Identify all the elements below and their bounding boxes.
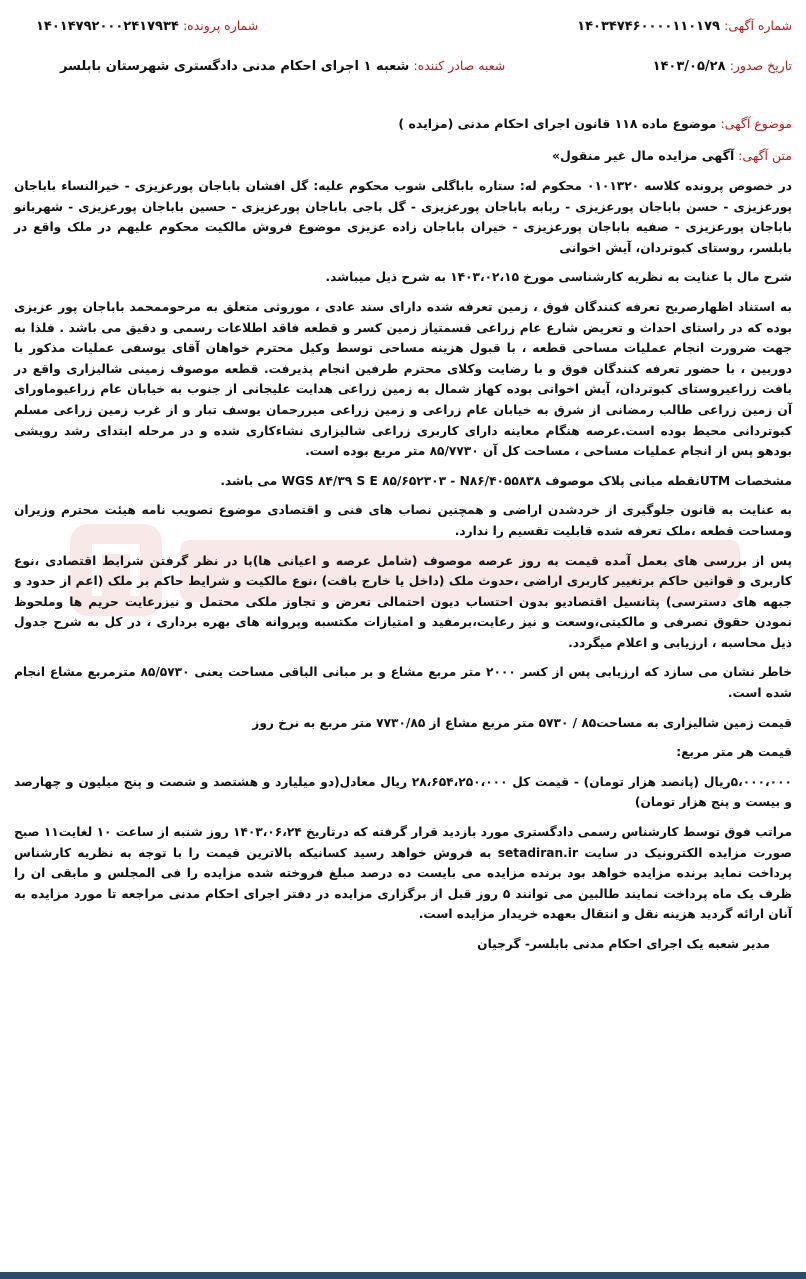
- subject-row: [14, 110, 792, 138]
- paragraph-utm: [14, 471, 792, 492]
- ad-number-field: [577, 18, 792, 34]
- paragraph-unit-price-label: قیمت هر متر مربع:: [676, 745, 792, 760]
- paragraph-appraisal-date: شرح مال با عنایت به نظریه کارشناسی مورخ ۱۴۰۳،۰۲،۱۵ به شرح ذیل میباشد.: [325, 270, 792, 285]
- header-row-2: [14, 58, 792, 88]
- ad-number: ۱۴۰۳۴۷۴۶۰۰۰۰۱۱۰۱۷۹: [577, 19, 720, 34]
- text-title: آگهی مزایده مال غیر منقول»: [551, 148, 735, 163]
- text-label: متن آگهی:: [738, 148, 792, 163]
- ad-number-label: شماره آگهی:: [724, 18, 792, 33]
- case-number-field: [36, 18, 258, 34]
- issuer-label: شعبه صادر کننده:: [413, 58, 506, 73]
- paragraph-case: در خصوص پرونده کلاسه ۰۱۰۱۳۲۰ محکوم له: ستاره باباگلی شوب محکوم علیه: گل افشان باباجان پورعزیزی - خیرالنساء باباجان پورعزیزی - حسن باباجان پورعزیزی - ربابه باباجان پورعزیزی - گل باجی باباجان پورعزیزی - حسین باباجان پورعزیزی - شهربانو باباجان پورعزیزی - صفیه باباجان پورعزیزی - خیران باباجان زاده عزیزی موضوع فروش مالکیت محکوم علیهم در ملک واقع در بابلسر، روستای کبوتردان، آیش اخوانی: [14, 179, 792, 255]
- issue-date: ۱۴۰۳/۰۵/۲۸: [652, 59, 726, 74]
- auction-terms-part2: به فروش خواهد رسید کسانیکه بالاترین قیمت را با توجه به نظریه کارشناس پرداخت نماید برنده مزایده خواهد بود برنده مزایده می بایست ده درصد مبلغ فروخته شده مزایده را فی المجلس و مابقی ان را ظرف یک ماه پرداخت نمایند طالبین می توانند ۵ روز قبل از برگزاری مزایده در دفتر اجرای احکام مدنی مراجعه تا مورد مزایده به آنان ارائه گردید هزینه نقل و انتقال بعهده خریدار مزایده است.: [14, 845, 792, 922]
- notice-page: [14, 18, 792, 964]
- paragraph-division: به عنایت به قانون جلوگیری از خردشدن اراضی و همچنین نصاب های فنی و اقتصادی موضوع تصویب نامه هیئت محترم وزیران ومساحت قطعه ،ملک تعرفه شده قابلیت تقسیم را ندارد.: [14, 503, 792, 538]
- header-row-1: [14, 18, 792, 48]
- utm-label: مشخصات UTMنقطه میانی پلاک موصوف: [545, 473, 792, 488]
- paragraph-description: به استناد اظهارصریح تعرفه کنندگان فوق ، زمین تعرفه شده دارای سند عادی ، موروثی متعلق به مرحوممحمد باباجان پور عزیزی بوده که در راستای احداث و تعریض شارع عام زراعی قسمتیاز زمین کسر و قطعه فاقد اطلاعات رسمی و دقیق می باشد . فلذا به جهت ضرورت انجام عملیات مساحی قطعه ، با قبول هزینه مساحی توسط وکیل محترم خواهان آقای یوسفی عملیات مذکور با دوربین ، با حضور تعرفه کنندگان فوق و با رضایت وکلای محترم طرفین انجام پذیرفت. قطعه موصوف زمینی شالیزاری واقع در بافت زراعیروستای کبوتردان، آیش اخوانی بوده کهاز شمال به زمین زراعی هدایت علیجانی از جنوب به خیابان عام زراعیوماورای آن زمین زراعی طالب رمضانی از شرق به خیابان عام زراعی و زمین زراعی میررحمان یوسف تبار و از غرب زمین زراعی مسلم کبوتردانی محیط بوده است.عرصه هنگام معاینه دارای کاربری زراعی شالیزاری نشاءکاری شده و در مرحله ابتدای رشد رویشی بودهو پس از انجام عملیات مساحی ، مساحت کل آن ۸۵/۷۷۳۰ متر مربع بوده است.: [14, 299, 792, 459]
- utm-coordinates: WGS ۸۴/۳۹ S E ۸۵/۶۵۲۳۰۳ - N۸۶/۴۰۵۵۸۳۸: [281, 473, 542, 488]
- case-number-label: شماره پرونده:: [182, 18, 259, 33]
- paragraph-note: خاطر نشان می سازد که ارزیابی پس از کسر ۲۰۰۰ متر مربع مشاع و بر مبانی الباقی مساحت یعنی ۸۵/۵۷۳۰ مترمربع مشاع انجام شده است.: [14, 665, 792, 701]
- signature: مدیر شعبه یک اجرای احکام مدنی بابلسر- گرجیان: [477, 937, 770, 951]
- paragraph-auction-terms: [14, 822, 792, 925]
- utm-suffix: می باشد.: [220, 473, 278, 488]
- notice-body: [14, 176, 792, 955]
- paragraph-total-price: ۵،۰۰۰،۰۰۰ریال (پانصد هزار تومان) - قیمت کل ۲۸،۶۵۴،۲۵۰،۰۰۰ ریال معادل(دو میلیارد و هشتصد و شصت و پنج میلیون و چهارصد و بیست و پنج هزار تومان): [14, 774, 792, 810]
- auction-site-link[interactable]: setadiran.ir: [497, 845, 578, 860]
- paragraph-valuation: پس از بررسی های بعمل آمده قیمت به روز عرصه موصوف (شامل عرصه و اعیانی ها)با در نظر گرفتن شرایط اقتصادی ،نوع کاربری و قوانین حاکم برتغییر کاربری اراضی ،حدوث ملک (داخل یا خارج بافت) ،نوع مالکیت و شرایط حاکم بر ملک (اعم از حدود و جبهه های دسترسی) پتانسیل اقتصادیو بدون احتساب دیون احتمالی تعرض و تجاوز ملکی محتمل و نیزرعایت حریم ها وملحوظ نمودن حقوق تصرفی و مالکیتی،وسعت و نیز رعایت،برمفید و امتیازات مکتسبه وپروانه های بهره برداری ، در کل به شرح جدول ذیل محاسبه ، ارزیابی و اعلام میگردد.: [14, 553, 792, 650]
- issue-date-field: [653, 58, 792, 74]
- subject-label: موضوع آگهی:: [720, 116, 792, 131]
- subject: موضوع ماده ۱۱۸ قانون اجرای احکام مدنی (مزایده ): [398, 116, 717, 131]
- text-title-row: [14, 142, 792, 170]
- paragraph-area-price: قیمت زمین شالیزاری به مساحت۸۵ / ۵۷۳۰ متر مربع مشاع از ۷۷۳۰/۸۵ متر مربع به نرخ روز: [252, 715, 792, 730]
- issuer: شعبه ۱ اجرای احکام مدنی دادگستری شهرستان بابلسر: [60, 59, 410, 74]
- auction-terms-part1: مراتب فوق توسط کارشناس رسمی دادگستری مورد بازدید قرار گرفته که درتاریخ ۱۴۰۳،۰۶،۲۴ روز شنبه از ساعت ۱۰ لغایت۱۱ صبح صورت مزایده الکترونیک در سایت: [14, 825, 793, 860]
- case-number: ۱۴۰۱۴۷۹۲۰۰۰۲۴۱۷۹۳۴: [36, 19, 179, 34]
- bottom-bar: [0, 1272, 806, 1279]
- issue-date-label: تاریخ صدور:: [729, 58, 792, 73]
- issuer-field: [60, 58, 505, 74]
